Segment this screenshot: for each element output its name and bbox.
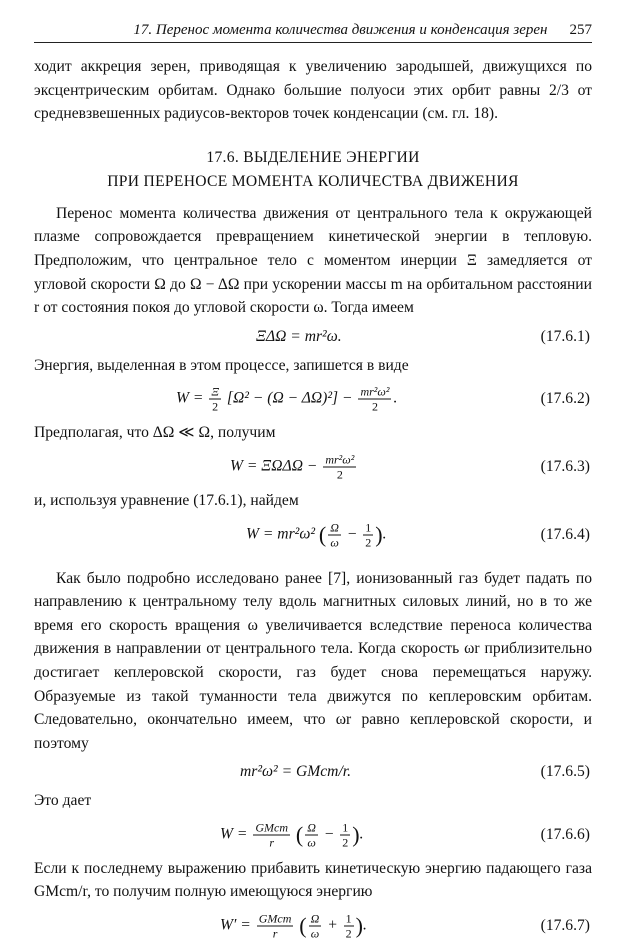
section-heading <box>34 146 592 194</box>
fraction: $\frac{1}{2}$ <box>365 520 372 550</box>
equation-17-6-6-lhs: W = <box>220 825 248 843</box>
fraction: $\frac{\text{mr²ω²}}{2}$ <box>360 384 390 414</box>
equation-17-6-1-label: (17.6.1) <box>540 327 590 345</box>
book-page <box>34 22 592 948</box>
equation-17-6-2-label: (17.6.2) <box>540 390 590 408</box>
equation-17-6-7: W′ = $\frac{\text{GMcm}}{r}$ ( $\frac{\Omega}{\omega}$ + $\frac{1}{2}$ ). (17.6.7) <box>220 911 590 941</box>
equation-17-6-1 <box>34 320 592 354</box>
equation-17-6-7-label: (17.6.7) <box>540 917 590 935</box>
fraction: $\frac{\Omega}{\omega}$ <box>330 520 339 550</box>
fraction: $\frac{\Omega}{\omega}$ <box>307 820 316 850</box>
fraction: $\frac{\Xi}{2}$ <box>211 384 219 414</box>
running-header <box>34 22 592 43</box>
section-heading-line-1: 17.6. ВЫДЕЛЕНИЕ ЭНЕРГИИ <box>206 148 420 166</box>
paragraph-ionized-gas: Как было подробно исследовано ранее [7], ионизованный газ будет падать по направлению к центральному телу вдоль магнитных силовых линий, но в то же время его скорость вращения ω увеличивается вследствие переноса количества движения в направлении от центрального тела. Когда скорость ωr приблизительно достигает кеплеровской скорости, газ будет снова перемещаться наружу. Образуемые из такой туманности тела движутся по кеплеровским орбитам. Следовательно, окончательно имеем, что ωr равно кеплеровской скорости, и поэтому <box>34 569 592 752</box>
equation-17-6-5-label: (17.6.5) <box>540 763 590 781</box>
paragraph-using: и, используя уравнение (17.6.1), найдем <box>34 491 299 509</box>
equation-17-6-3-label: (17.6.3) <box>540 457 590 475</box>
fraction: $\frac{\text{mr²ω²}}{2}$ <box>325 452 355 482</box>
equation-17-6-4-label: (17.6.4) <box>540 525 590 543</box>
section-heading-line-2: ПРИ ПЕРЕНОСЕ МОМЕНТА КОЛИЧЕСТВА ДВИЖЕНИЯ <box>107 172 519 190</box>
equation-17-6-5 <box>34 755 592 789</box>
equation-17-6-2-mid: [Ω² − (Ω − ΔΩ)²] − <box>226 389 353 407</box>
equation-17-6-3-lhs: W = ΞΩΔΩ − <box>230 457 318 475</box>
equation-17-6-2: W = $\frac{\Xi}{2}$ [Ω² − (Ω − ΔΩ)²] − $\frac{\text{mr²ω²}}{2}$ . (17.6.2) <box>176 384 590 414</box>
fraction: $\frac{\text{GMcm}}{r}$ <box>258 911 292 941</box>
page-number: 257 <box>569 22 592 38</box>
running-title: 17. Перенос момента количества движения и конденсация зерен <box>133 22 548 38</box>
paragraph-continuation: ходит аккреция зерен, приводящая к увеличению зародышей, движущихся по эксцентрическим орбитам. Однако большие полуоси этих орбит равны 2/3 от средневзвешенных радиусов-векторов точек конденсации (см. гл. 18). <box>34 58 592 123</box>
equation-17-6-6: W = $\frac{\text{GMcm}}{r}$ ( $\frac{\Omega}{\omega}$ − $\frac{1}{2}$ ). (17.6.6) <box>220 820 590 850</box>
fraction: $\frac{\text{GMcm}}{r}$ <box>255 820 288 850</box>
equation-17-6-1-expr: ΞΔΩ = mr²ω. <box>256 327 342 345</box>
paragraph-intro: Перенос момента количества движения от центрального тела к окружающей плазме сопровождается превращением кинетической энергии в тепловую. Предположим, что центральное тело с моментом инерции Ξ замедляется от угловой скорости Ω до Ω − ΔΩ при ускорении массы m на орбитальном расстоянии r от состояния покоя до угловой скорости ω. Тогда имеем <box>34 204 592 317</box>
paragraph-energy: Энергия, выделенная в этом процессе, запишется в виде <box>34 356 409 374</box>
equation-17-6-2-lhs: W = <box>176 389 204 407</box>
equation-17-6-6-label: (17.6.6) <box>540 825 590 843</box>
paragraph-this-gives: Это дает <box>34 792 92 810</box>
fraction: $\frac{1}{2}$ <box>345 911 352 941</box>
equation-17-6-3 <box>34 445 592 489</box>
paragraph-adding: Если к последнему выражению прибавить кинетическую энергию падающего газа GMcm/r, то получим полную имеющуюся энергию <box>34 859 592 901</box>
equation-17-6-7-lhs: W′ = <box>220 916 251 934</box>
equation-17-6-4: W = mr²ω² ( $\frac{\Omega}{\omega}$ − $\frac{1}{2}$ ). (17.6.4) <box>246 520 590 550</box>
equation-17-6-5-expr: mr²ω² = GMcm/r. <box>240 763 352 781</box>
paragraph-assuming: Предполагая, что ΔΩ ≪ Ω, получим <box>34 424 276 442</box>
fraction: $\frac{1}{2}$ <box>342 820 349 850</box>
fraction: $\frac{\Omega}{\omega}$ <box>310 911 320 941</box>
equation-17-6-4-lhs: W = mr²ω² <box>246 525 315 543</box>
